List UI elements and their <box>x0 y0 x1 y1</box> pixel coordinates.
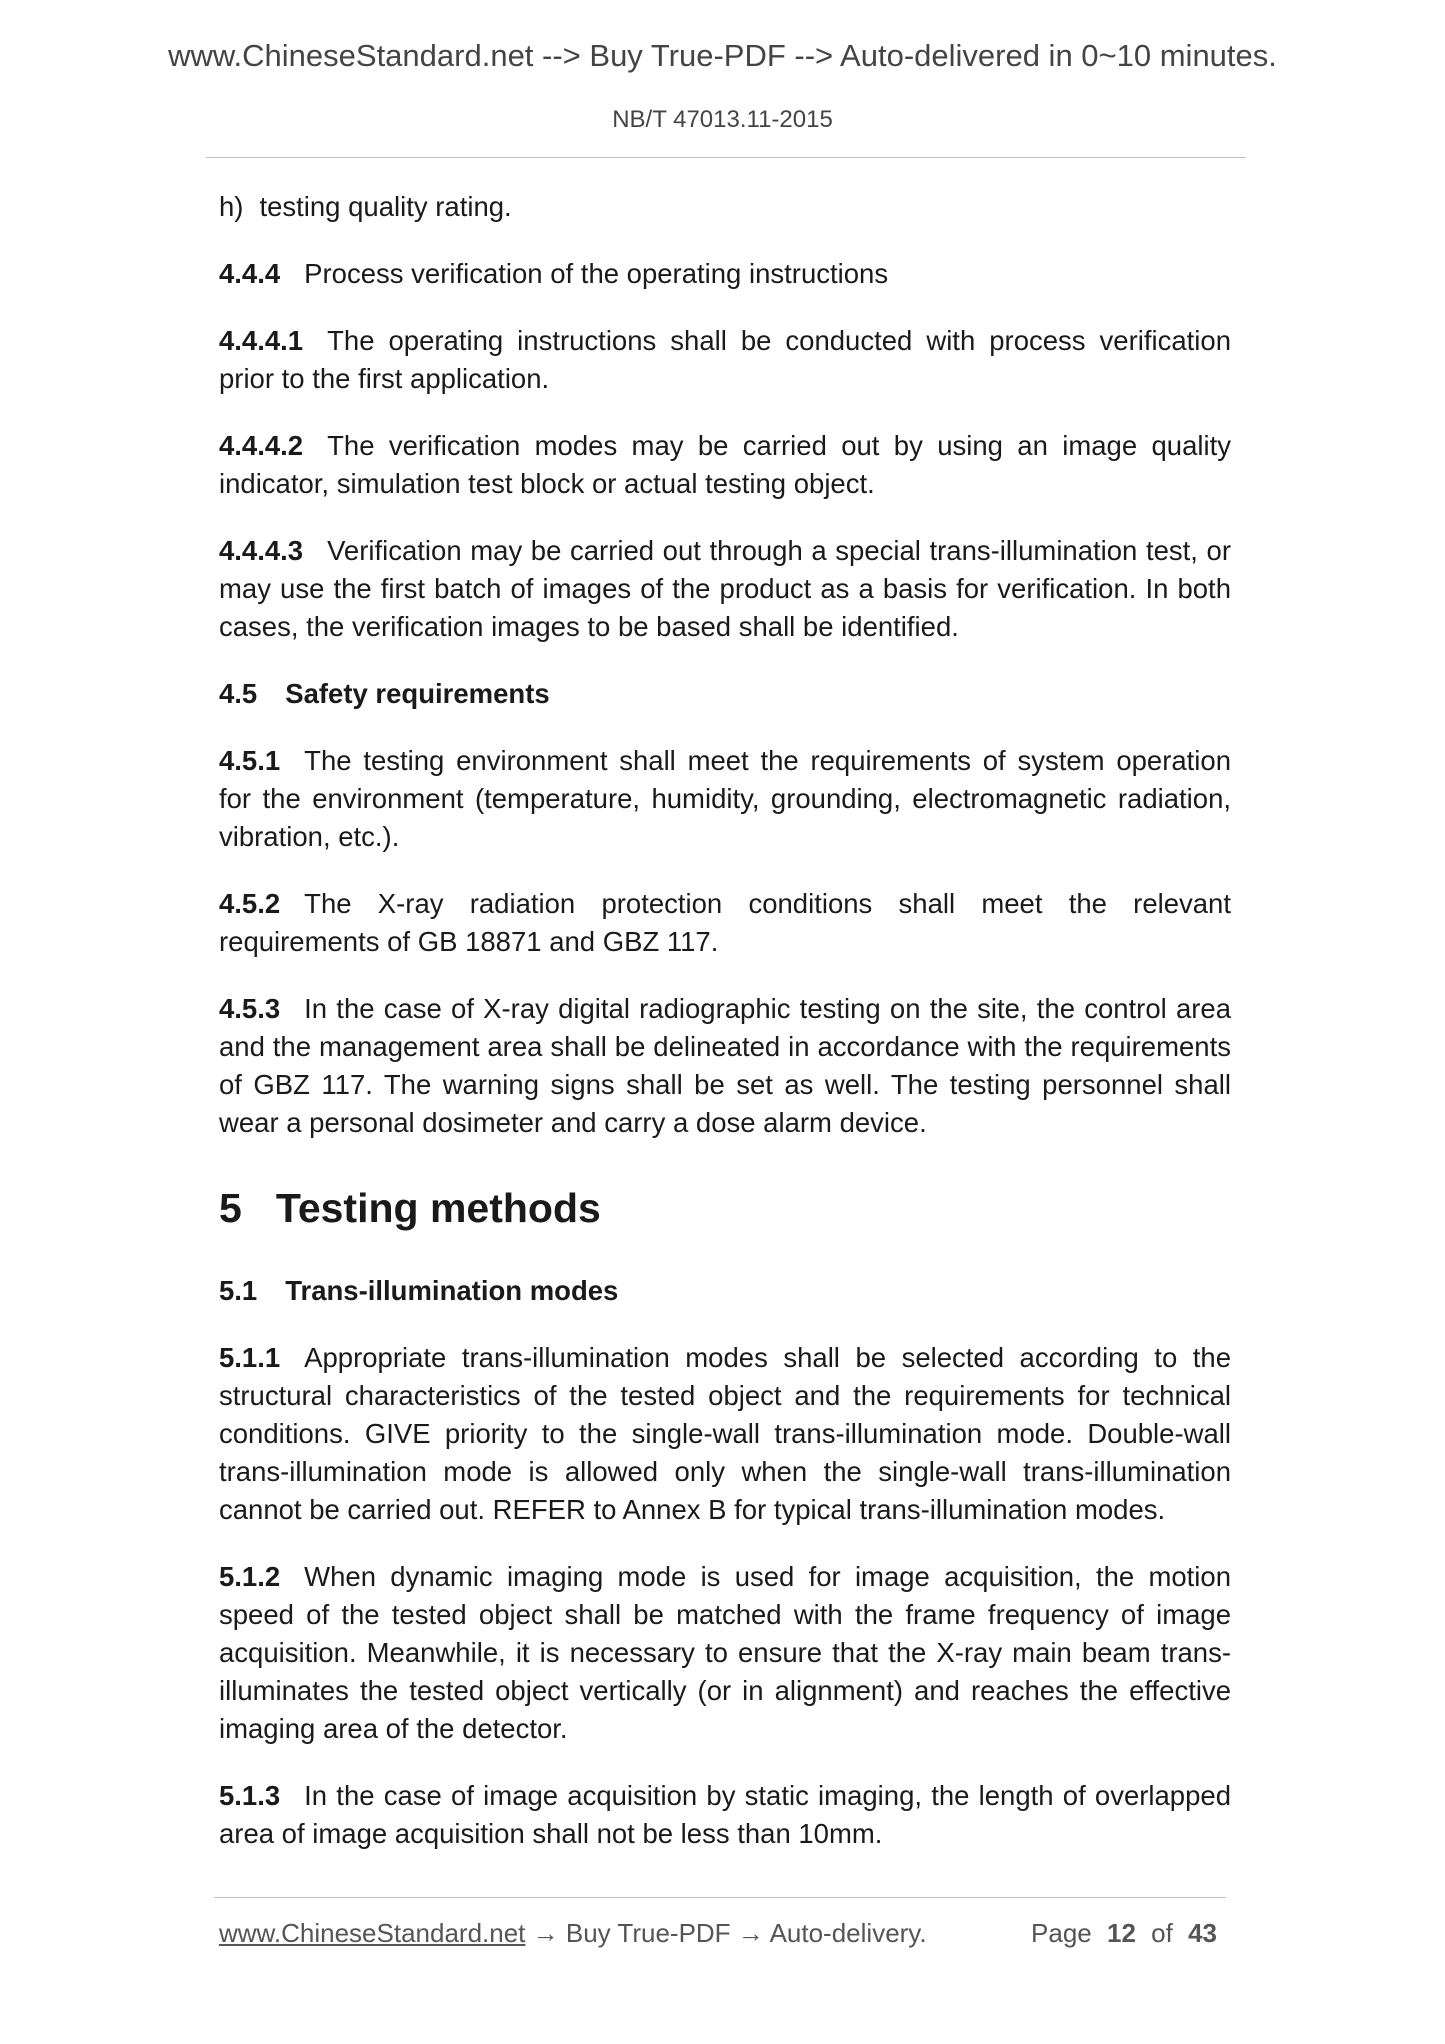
page-of-label: of <box>1151 1918 1173 1948</box>
page-content <box>219 188 1231 1882</box>
clause-text: Process verification of the operating instructions <box>304 258 889 289</box>
clause-number: 4.4.4.3 <box>219 535 304 566</box>
clause-text: The testing environment shall meet the requirements of system operation for the environment (temperature, humidity, grounding, electromagnetic radiation, vibration, etc.). <box>219 745 1231 852</box>
clause-4-4-4 <box>219 255 1231 293</box>
clause-text: Appropriate trans-illumination modes shall be selected according to the structural characteristics of the tested object and the requirements for technical conditions. GIVE priority to the single-wall trans-illumination mode. Double-wall trans-illumination mode is allowed only when the single-wall trans-illumination cannot be carried out. REFER to Annex B for typical trans-illumination modes. <box>219 1342 1231 1525</box>
list-item-text: testing quality rating. <box>259 191 512 222</box>
clause-number: 5.1.1 <box>219 1342 281 1373</box>
clause-number: 4.5.2 <box>219 888 281 919</box>
clause-4-4-4-3 <box>219 532 1231 646</box>
page-current: 12 <box>1107 1918 1136 1948</box>
chapter-number: 5 <box>219 1185 242 1231</box>
chapter-heading-5 <box>219 1184 1231 1232</box>
section-title: Safety requirements <box>285 678 550 709</box>
clause-text: In the case of X-ray digital radiographic testing on the site, the control area and the management area shall be delineated in accordance with the requirements of GBZ 117. The warning signs shall be set as well. The testing personnel shall wear a personal dosimeter and carry a dose alarm device. <box>219 993 1231 1138</box>
clause-number: 4.4.4.2 <box>219 430 304 461</box>
page-indicator <box>1031 1918 1225 1949</box>
footer-left <box>219 1918 927 1949</box>
clause-number: 5.1.3 <box>219 1780 281 1811</box>
section-number: 4.5 <box>219 678 258 709</box>
list-item-h <box>219 188 1231 226</box>
clause-4-4-4-1 <box>219 322 1231 398</box>
clause-text: Verification may be carried out through a special trans-illumination test, or may use the first batch of images of the product as a basis for verification. In both cases, the verification images to be based shall be identified. <box>219 535 1231 642</box>
page-total: 43 <box>1188 1918 1217 1948</box>
clause-5-1-3 <box>219 1777 1231 1853</box>
clause-number: 4.4.4 <box>219 258 281 289</box>
clause-number: 5.1.2 <box>219 1561 281 1592</box>
footer-site-link[interactable]: www.ChineseStandard.net <box>219 1918 526 1948</box>
footer-tagline: → Buy True-PDF → Auto-delivery. <box>525 1918 927 1948</box>
section-heading-5-1 <box>219 1272 1231 1310</box>
clause-4-4-4-2 <box>219 427 1231 503</box>
section-heading-4-5 <box>219 675 1231 713</box>
clause-4-5-2 <box>219 885 1231 961</box>
document-code: NB/T 47013.11-2015 <box>612 106 833 133</box>
clause-5-1-2 <box>219 1558 1231 1748</box>
clause-text: When dynamic imaging mode is used for image acquisition, the motion speed of the tested object shall be matched with the frame frequency of image acquisition. Meanwhile, it is necessary to ensure that the X-ray main beam trans-illuminates the tested object vertically (or in alignment) and reaches the effective imaging area of the detector. <box>219 1561 1231 1744</box>
page-footer <box>219 1918 1225 1949</box>
top-banner[interactable]: www.ChineseStandard.net --> Buy True-PDF --> Auto-delivered in 0~10 minutes. <box>168 38 1277 73</box>
section-title: Trans-illumination modes <box>285 1275 619 1306</box>
page-label: Page <box>1031 1918 1092 1948</box>
clause-5-1-1 <box>219 1339 1231 1529</box>
clause-text: The X-ray radiation protection conditions shall meet the relevant requirements of GB 18871 and GBZ 117. <box>219 888 1231 957</box>
clause-text: The verification modes may be carried out by using an image quality indicator, simulation test block or actual testing object. <box>219 430 1231 499</box>
header-divider <box>206 157 1246 158</box>
section-number: 5.1 <box>219 1275 258 1306</box>
clause-text: The operating instructions shall be conducted with process verification prior to the first application. <box>219 325 1231 394</box>
clause-number: 4.5.1 <box>219 745 281 776</box>
clause-number: 4.5.3 <box>219 993 281 1024</box>
list-marker: h) <box>219 191 244 222</box>
clause-4-5-1 <box>219 742 1231 856</box>
chapter-title: Testing methods <box>275 1185 601 1231</box>
footer-divider <box>214 1897 1226 1898</box>
clause-number: 4.4.4.1 <box>219 325 304 356</box>
clause-text: In the case of image acquisition by static imaging, the length of overlapped area of image acquisition shall not be less than 10mm. <box>219 1780 1231 1849</box>
clause-4-5-3 <box>219 990 1231 1142</box>
